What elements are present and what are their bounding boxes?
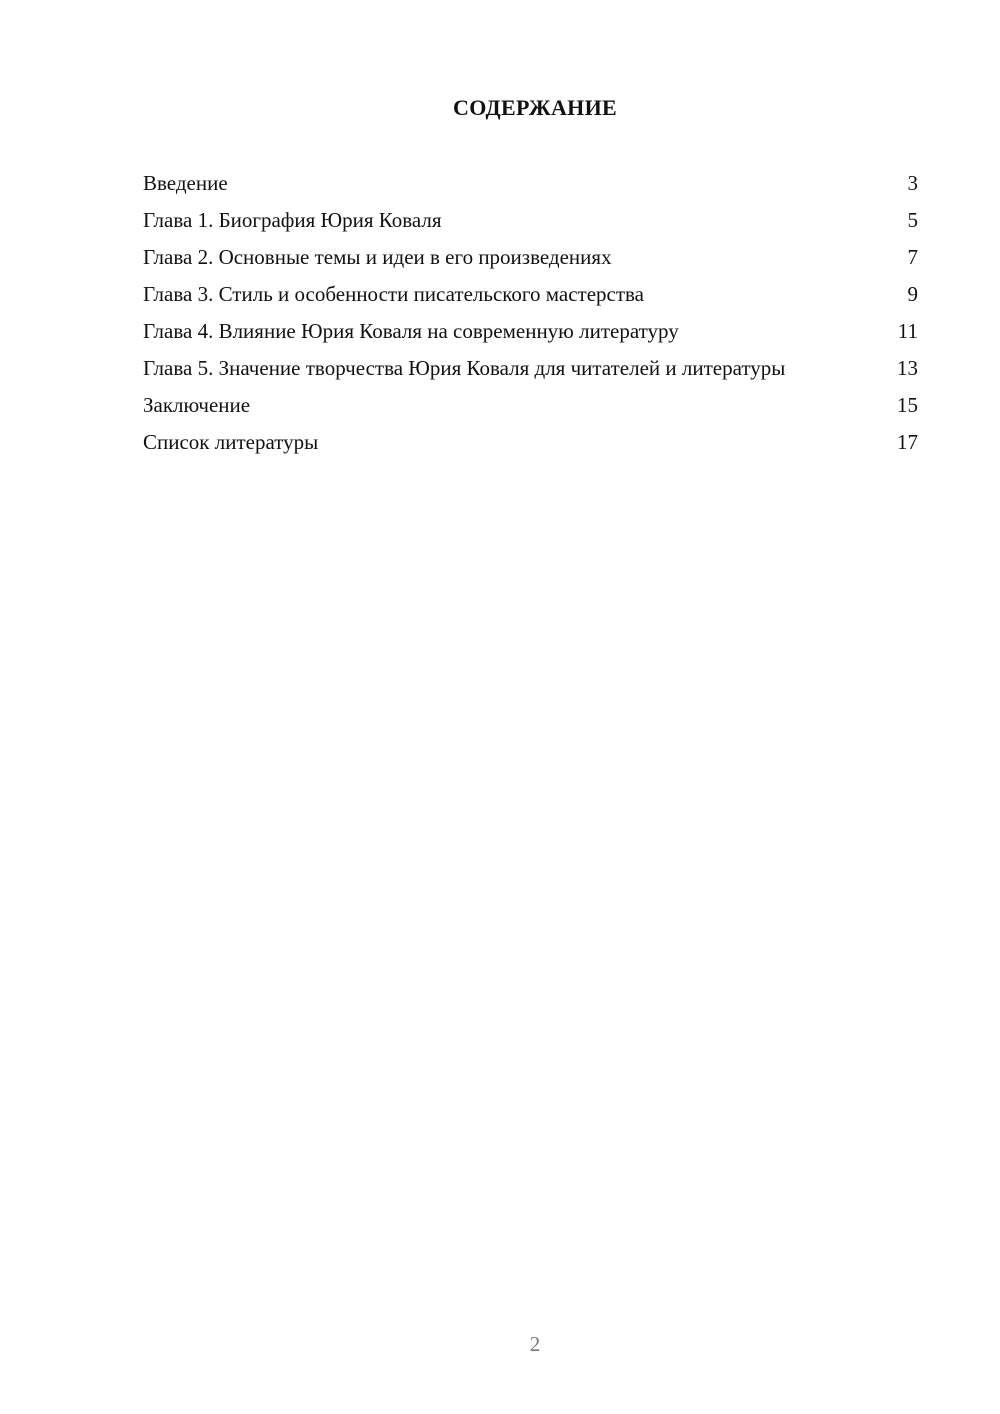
toc-title: СОДЕРЖАНИЕ [453,95,617,120]
toc-entry-label: Глава 1. Биография Юрия Коваля [143,208,442,232]
toc-entry-page: 15 [897,393,918,417]
toc-entry [143,318,918,345]
toc-entry-label: Заключение [143,393,251,417]
toc-entry-label: Введение [143,171,228,195]
toc-entry [143,244,918,271]
toc-entry-page: 13 [897,356,918,380]
toc-entry-page: 3 [907,171,918,195]
toc-entry-label: Список литературы [143,430,319,454]
toc-entry [143,170,918,197]
toc-entry-page: 7 [907,245,918,269]
toc-entry [143,429,918,456]
toc-entry-label: Глава 3. Стиль и особенности писательского мастерства [143,282,644,306]
toc-entry-page: 5 [907,208,918,232]
toc-entry [143,392,918,419]
toc-entry-label: Глава 5. Значение творчества Юрия Коваля для читателей и литературы [143,356,786,380]
toc-entry [143,207,918,234]
toc-entry-page: 17 [897,430,918,454]
toc-entry [143,355,918,382]
page-number: 2 [529,1332,541,1356]
toc-entry-label: Глава 2. Основные темы и идеи в его произведениях [143,245,612,269]
table-of-contents [143,170,918,466]
toc-entry-label: Глава 4. Влияние Юрия Коваля на современную литературу [143,319,679,343]
toc-entry-page: 9 [907,282,918,306]
toc-entry-page: 11 [897,319,918,343]
toc-entry [143,281,918,308]
